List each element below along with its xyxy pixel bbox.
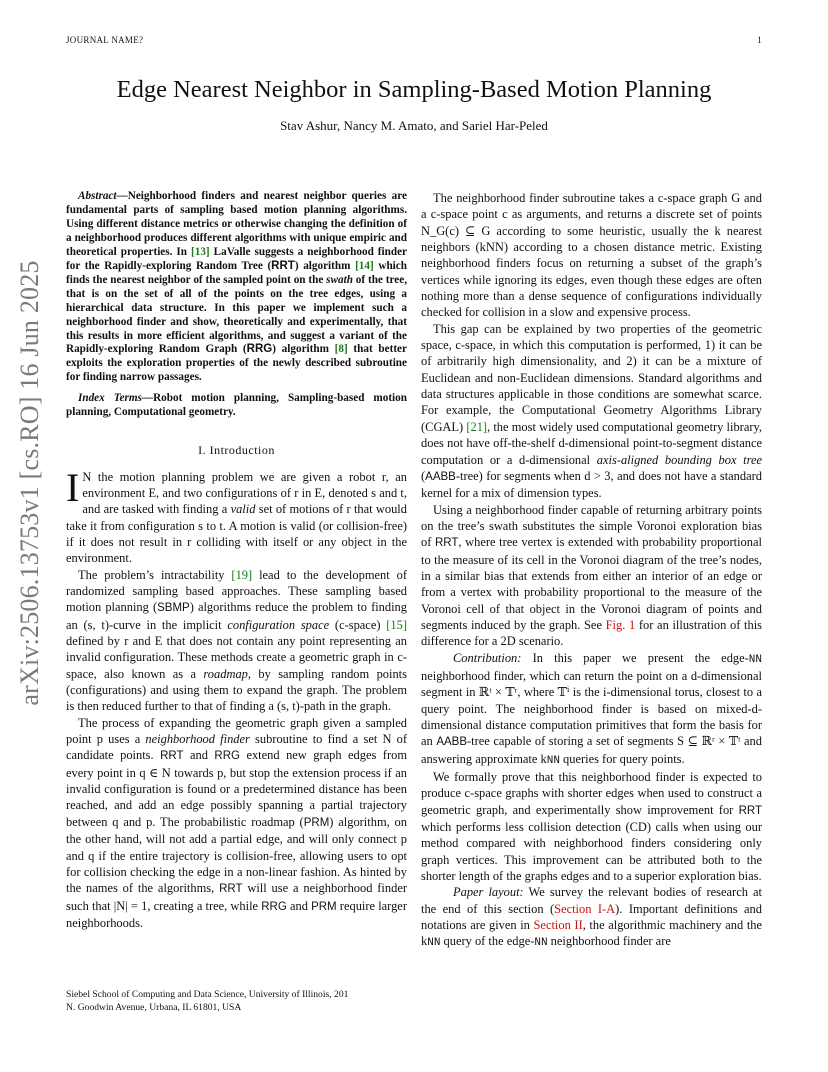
body-paragraph: We formally prove that this neighborhood finder is expected to produce c-space graphs with shorter edges when used to construct a geometric graph, and experimentally show improvement for RRT which performs less collision detection (CD) calls when using our method compared with neighborhood finders considering only graph vertices. This improvement can be attributed both to the shorter length of the graphs edges and to a superior exploration bias. xyxy=(421,770,762,884)
abstract-paragraph: Abstract—Neighborhood finders and nearest neighbor queries are fundamental parts of sampling based motion planning algorithms. Using different distance metrics or otherwise changing the definition of a neighborhood produces different algorithms with unique empiric and theoretical properties. In [13] LaValle suggests a neighborhood finder for the Rapidly-exploring Random Tree (RRT) algorithm [14] which finds the nearest neighbor of the sampled point on the swath of the tree, that is on the set of all of the points on the tree edges, using a hierarchical data structure. In this paper we implement such a neighborhood finder and show, theoretically and experimentally, that this results in more efficient algorithms, and suggest a variant of the Rapidly-exploring Random Graph (RRG) algorithm [8] that better exploits the exploration properties of the newly described subroutine for finding narrow passages. xyxy=(66,190,408,384)
paper-title: Edge Nearest Neighbor in Sampling-Based Motion Planning xyxy=(116,76,712,103)
affiliation-footnote: Siebel School of Computing and Data Science, University of Illinois, 201 N. Goodwin Avenue, Urbana, IL 61801, USA xyxy=(66,989,349,1013)
citation-link[interactable]: [15] xyxy=(386,617,407,632)
citation-link[interactable]: [19] xyxy=(231,567,253,582)
contribution-label: Contribution: xyxy=(453,650,522,665)
index-terms: Index Terms—Robot motion planning, Sampling-based motion planning, Computational geometry. xyxy=(66,392,407,419)
intro-paragraph-3: The process of expanding the geometric graph given a sampled point p uses a neighborhood finder subroutine to find a set N of candidate points. RRT and RRG extend new graph edges from every point in q ∈ N towards p, but stop the extension process if an invalid configuration is found or a predetermined distance has been reached, and add an edge possibly spanning a partial trajectory between q and p. The probabilistic roadmap (PRM) algorithm, on the other hand, will not add a partial edge, and will only connect p and q if the entire trajectory is collision-free, allowing users to opt for collision checking the edge in a non-linear fashion. As hinted by the names of the algorithms, RRT will use a neighborhood finder such that |N| = 1, creating a tree, while RRG and PRM require larger neighborhoods. xyxy=(66,715,407,930)
paper-layout-paragraph: Paper layout: We survey the relevant bodies of research at the end of this section (Section I-A). Important definitions and notations are given in Section II, the algorithmic machinery and the kNN query of the edge-NN neighborhood finder are xyxy=(421,885,763,950)
citation-link[interactable]: [21] xyxy=(466,419,488,434)
abstract-label: Abstract xyxy=(78,190,117,202)
citation-link[interactable]: [8] xyxy=(334,343,348,356)
body-paragraph: This gap can be explained by two properties of the geometric space, c-space, in which this computation is performed, 1) it can be of arbitrarily high dimensionality, and 2) it can be a mixture of Euclidean and non-Euclidean dimensions. Standard algorithms and data structures applicable in those conditions are somewhat scarce. For example, the Computational Geometry Algorithms Library (CGAL) [21], the most widely used computational geometry library, does not have off-the-shelf d-dimensional point-to-segment distance computation or a d-dimensional axis-aligned bounding box tree (AABB-tree) for segments when d > 3, and does not have a standard kernel for a mix of dimension types. xyxy=(421,321,763,501)
index-terms-label: Index Terms xyxy=(78,392,142,405)
section-link[interactable]: Section I-A xyxy=(554,901,616,916)
contribution-paragraph: Contribution: In this paper we present the edge-NN neighborhood finder, which can return the point on a d-dimensional segment in ℝᵗ × 𝕋ʳ, where 𝕋ⁱ is the i-dimensional torus, closest to a query point. The neighborhood finder is based on mixed-d-dimensional distance computation primitives that form the basis for an AABB-tree capable of storing a set of segments S ⊆ ℝʳ × 𝕋ᵗ and answering approximate kNN queries for query points. xyxy=(421,650,762,767)
arxiv-identifier: arXiv:2506.13753v1 [cs.RO] 16 Jun 2025 xyxy=(15,259,44,706)
abstract xyxy=(66,190,407,420)
intro-paragraph-2: The problem’s intractability [19] lead to the development of randomized sampling based approaches. These sampling based motion planning (SBMP) algorithms reduce the problem to finding an (s, t)-curve in the implicit configuration space (c-space) [15] defined by r and E that does not contain any point representing an invalid configuration. These methods create a geometric graph in c-space, also known as a roadmap, by sampling random points (configurations) and using them to expand the graph. The problem is then reduced further to that of finding a (s, t)-path in the graph. xyxy=(66,567,407,714)
left-column xyxy=(66,190,407,931)
paper-authors: Stav Ashur, Nancy M. Amato, and Sariel Har-Peled xyxy=(280,118,548,133)
body-paragraph: Using a neighborhood finder capable of returning arbitrary points on the tree’s swath substitutes the simple Voronoi exploration bias of RRT, where tree vertex is extended with probability proportional to the measure of its cell in the Voronoi diagram of the tree’s nodes, in a similar bias that extends from either an interior of an edge or from a vertex with probability proportional to the measure of the Voronoi cell of that object in the Voronoi diagram of points and segments induced by the graph. See Fig. 1 for an illustration of this difference for a 2D scenario. xyxy=(421,502,762,649)
right-column xyxy=(421,190,762,952)
citation-link[interactable]: [14] xyxy=(355,259,374,272)
intro-paragraph-1: I N the motion planning problem we are given a robot r, an environment E, and two configurations of r in E, denoted s and t, and are tasked with finding a valid set of motions of r that would take it from configuration s to t. A motion is valid (or collision-free) if it does not result in r colliding with itself or any object in the environment. xyxy=(66,464,407,566)
section-heading-introduction: I. Introduction xyxy=(198,443,275,458)
body-paragraph: The neighborhood finder subroutine takes a c-space graph G and a c-space point c as arguments, and returns a discrete set of points N_G(c) ⊆ G according to some heuristic, usually the k nearest neighbors (kNN) according to a chosen distance metric. Existing neighborhood finders focus on returning a subset of the graph’s vertices while ignoring its edges, even though these edges are often nothing more than a dense sequence of configurations individually checked for collision in a slow and expensive process. xyxy=(421,191,762,320)
drop-cap: I xyxy=(66,464,80,510)
paper-layout-label: Paper layout: xyxy=(453,885,524,900)
figure-link[interactable]: Fig. 1 xyxy=(605,617,636,632)
journal-name: JOURNAL NAME? xyxy=(66,35,144,45)
arxiv-stamp xyxy=(10,259,50,706)
section-link[interactable]: Section II xyxy=(533,918,583,933)
page-number: 1 xyxy=(757,35,762,45)
citation-link[interactable]: [13] xyxy=(191,245,210,258)
running-head xyxy=(66,35,762,45)
